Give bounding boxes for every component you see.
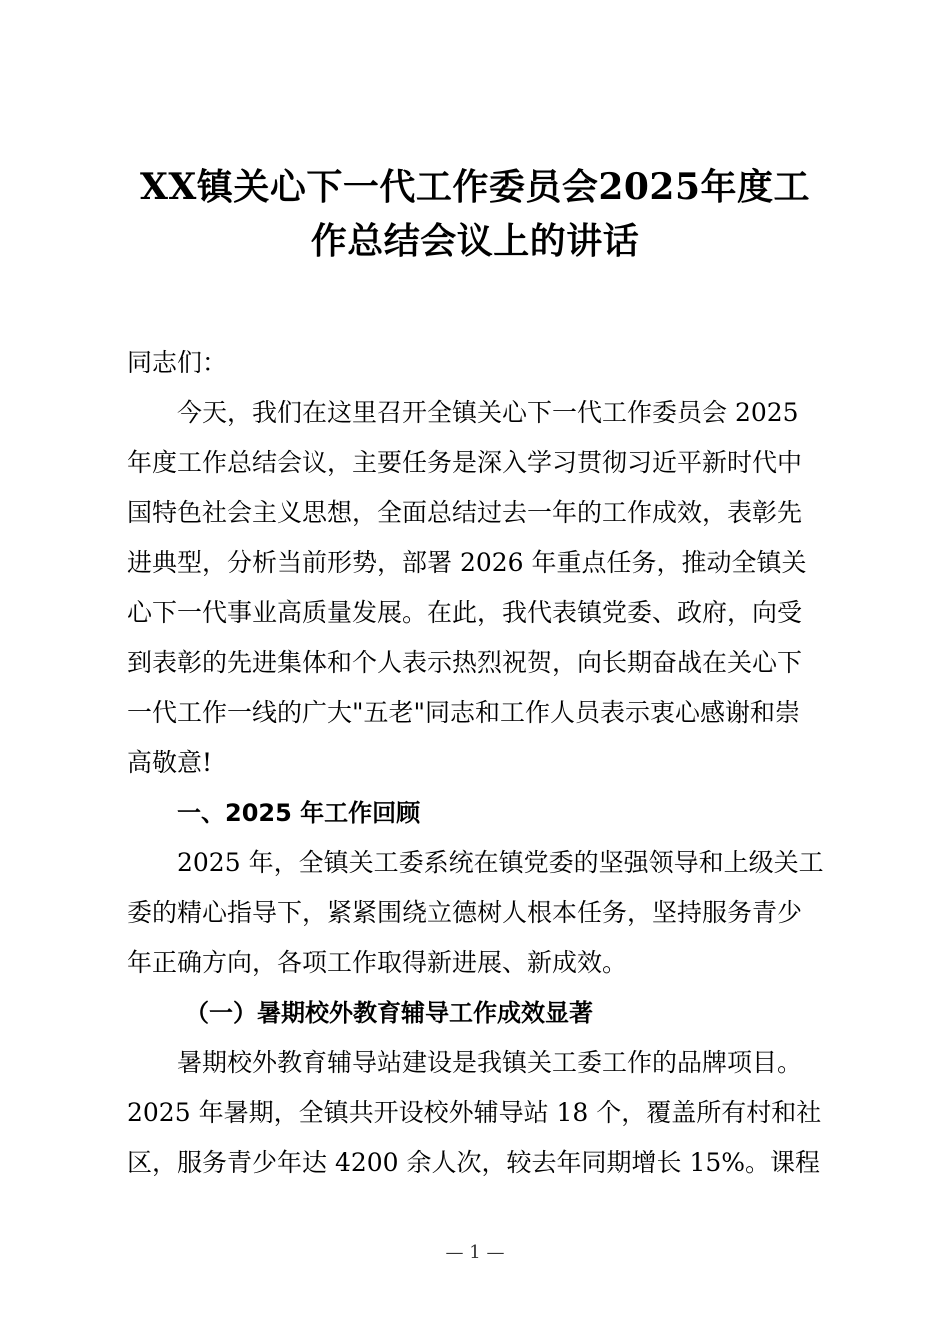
paragraph-line: 进典型，分析当前形势，部署 2026 年重点任务，推动全镇关 xyxy=(127,548,807,577)
paragraph-line: 委的精心指导下，紧紧围绕立德树人根本任务，坚持服务青少 xyxy=(127,898,803,927)
paragraph-line: 到表彰的先进集体和个人表示热烈祝贺，向长期奋战在关心下 xyxy=(127,648,803,677)
document-title xyxy=(100,160,850,268)
paragraph-line: 年正确方向，各项工作取得新进展、新成效。 xyxy=(127,948,628,977)
paragraph-line: 一代工作一线的广大"五老"同志和工作人员表示衷心感谢和崇 xyxy=(127,698,801,727)
paragraph-line: 今天，我们在这里召开全镇关心下一代工作委员会 2025 xyxy=(177,398,799,427)
page-number: — 1 — xyxy=(445,1242,505,1263)
paragraph-line: 暑期校外教育辅导站建设是我镇关工委工作的品牌项目。 xyxy=(177,1048,803,1077)
paragraph-line: 国特色社会主义思想，全面总结过去一年的工作成效，表彰先 xyxy=(127,498,803,527)
paragraph-line: 2025 年暑期，全镇共开设校外辅导站 18 个，覆盖所有村和社 xyxy=(127,1098,822,1127)
paragraph-line: 区，服务青少年达 4200 余人次，较去年同期增长 15%。课程 xyxy=(127,1148,821,1177)
paragraph-line: 高敬意! xyxy=(127,748,213,777)
document-body xyxy=(127,338,847,1188)
title-line-1: XX镇关心下一代工作委员会2025年度工 xyxy=(139,166,811,208)
paragraph-line: 心下一代事业高质量发展。在此，我代表镇党委、政府，向受 xyxy=(127,598,803,627)
title-line-2: 作总结会议上的讲话 xyxy=(310,220,640,262)
salutation: 同志们： xyxy=(127,348,228,377)
paragraph-line: 年度工作总结会议，主要任务是深入学习贯彻习近平新时代中 xyxy=(127,448,803,477)
paragraph-line: 2025 年，全镇关工委系统在镇党委的坚强领导和上级关工 xyxy=(177,848,824,877)
section-heading-1: 一、2025 年工作回顾 xyxy=(177,799,421,827)
section-heading-2: （一）暑期校外教育辅导工作成效显著 xyxy=(185,999,593,1027)
